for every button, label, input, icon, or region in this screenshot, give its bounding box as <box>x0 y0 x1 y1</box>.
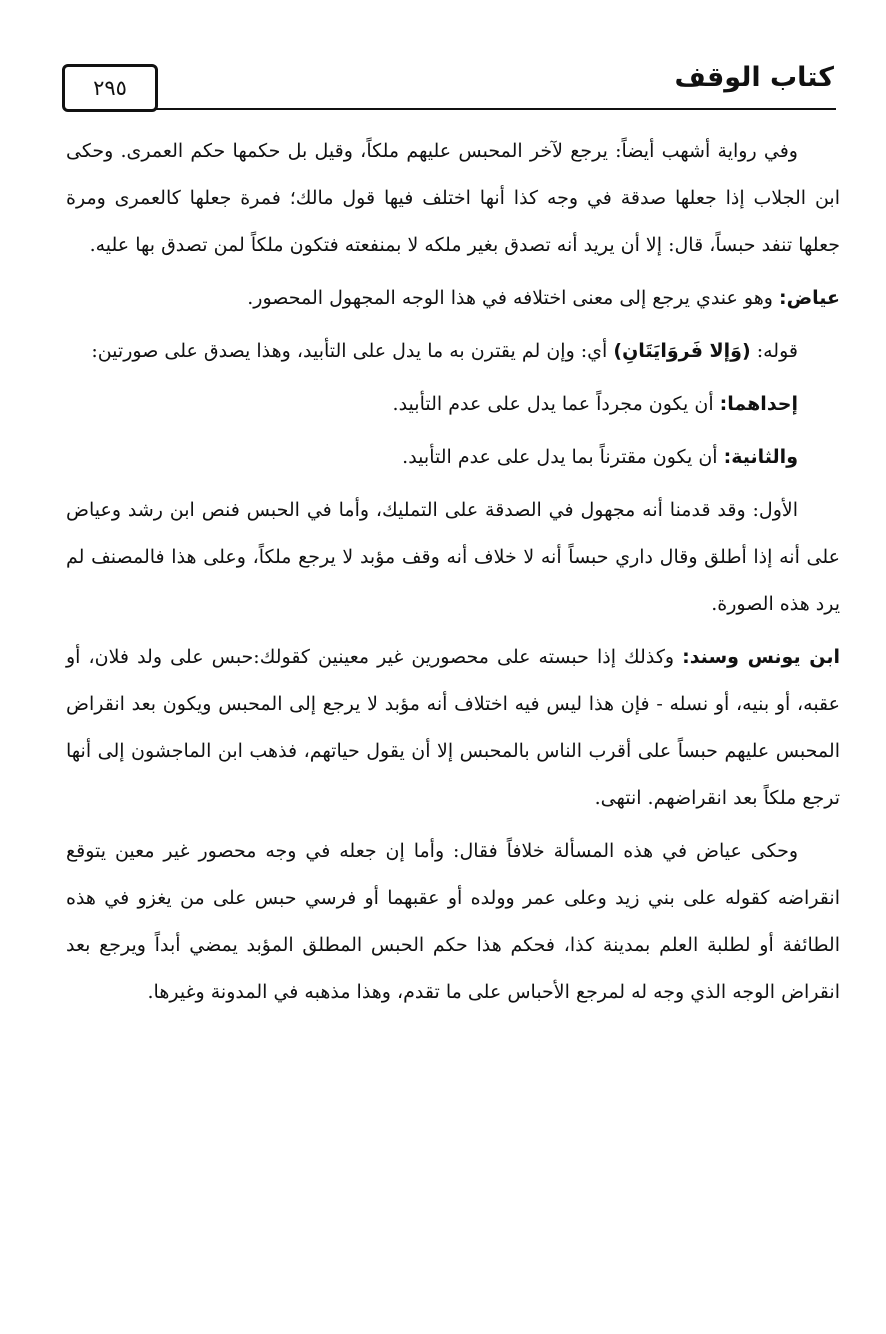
paragraph <box>66 634 840 822</box>
paragraph-lead: إحداهما: <box>719 393 798 415</box>
paragraph <box>66 828 840 1016</box>
paragraph <box>66 487 840 628</box>
paragraph-lead: عياض: <box>778 287 840 309</box>
paragraph-text: وكذلك إذا حبسته على محصورين غير معينين كقولك:حبس على ولد فلان، أو عقبه، أو بنيه، أو نسله - فإن هذا ليس فيه اختلاف أنه مؤبد لا يرجع إلى المحبس ويكون بعد انقراض المحبس عليهم حبساً على أقرب الناس بالمحبس إلا أن يقول حياتهم، فذهب ابن الماجشون إلى أنها ترجع ملكاً بعد انقراضهم. انتهى. <box>66 646 840 809</box>
paragraph-text: أن يكون مقترناً بما يدل على عدم التأبيد. <box>402 446 718 468</box>
paragraph <box>66 328 840 375</box>
page-header <box>62 62 836 114</box>
quoted-text: (وَإلا فَروَايَتَانِ) <box>613 340 751 362</box>
paragraph-text: وفي رواية أشهب أيضاً: يرجع لآخر المحبس عليهم ملكاً، وقيل بل حكمها حكم العمرى. وحكى ابن الجلاب إذا جعلها صدقة في وجه كذا أنها اختلف فيها قول مالك؛ فمرة جعلها كالعمرى ومرة جعلها تنفد حبساً، قال: إلا أن يريد أنه تصدق بغير ملكه لا بمنفعته فتكون ملكاً لمن تصدق بها عليه. <box>66 140 840 256</box>
paragraph <box>66 434 840 481</box>
paragraph-lead: والثانية: <box>723 446 798 468</box>
paragraph <box>66 128 840 269</box>
page-number: ٢٩٥ <box>93 76 127 100</box>
running-title: كتاب الوقف <box>674 62 834 93</box>
header-rule <box>156 108 836 110</box>
paragraph-prefix: قوله: <box>750 340 798 362</box>
paragraph-text: وهو عندي يرجع إلى معنى اختلافه في هذا الوجه المجهول المحصور. <box>247 287 773 309</box>
page-body <box>66 128 840 1016</box>
paragraph-text: أن يكون مجرداً عما يدل على عدم التأبيد. <box>392 393 714 415</box>
page-number-box <box>62 64 158 112</box>
paragraph-text: وحكى عياض في هذه المسألة خلافاً فقال: وأما إن جعله في وجه محصور غير معين يتوقع انقراضه كقوله على بني زيد وعلى عمر وولده أو عقبهما أو فرسي حبس على من يغزو في هذه الطائفة أو لطلبة العلم بمدينة كذا، فحكم هذا حكم الحبس المطلق المؤبد يمضي أبداً ويرجع بعد انقراض الوجه الذي وجه له لمرجع الأحباس على ما تقدم، وهذا مذهبه في المدونة وغيرها. <box>66 840 840 1003</box>
paragraph-text: أي: وإن لم يقترن به ما يدل على التأبيد، وهذا يصدق على صورتين: <box>91 340 608 362</box>
paragraph <box>66 275 840 322</box>
paragraph <box>66 381 840 428</box>
paragraph-text: الأول: وقد قدمنا أنه مجهول في الصدقة على التمليك، وأما في الحبس فنص ابن رشد وعياض على أنه إذا أطلق وقال داري حبساً أنه لا خلاف أنه وقف مؤبد لا يرجع ملكاً، وعلى هذا فالمصنف لم يرد هذه الصورة. <box>66 499 840 615</box>
paragraph-lead: ابن يونس وسند: <box>682 646 840 668</box>
